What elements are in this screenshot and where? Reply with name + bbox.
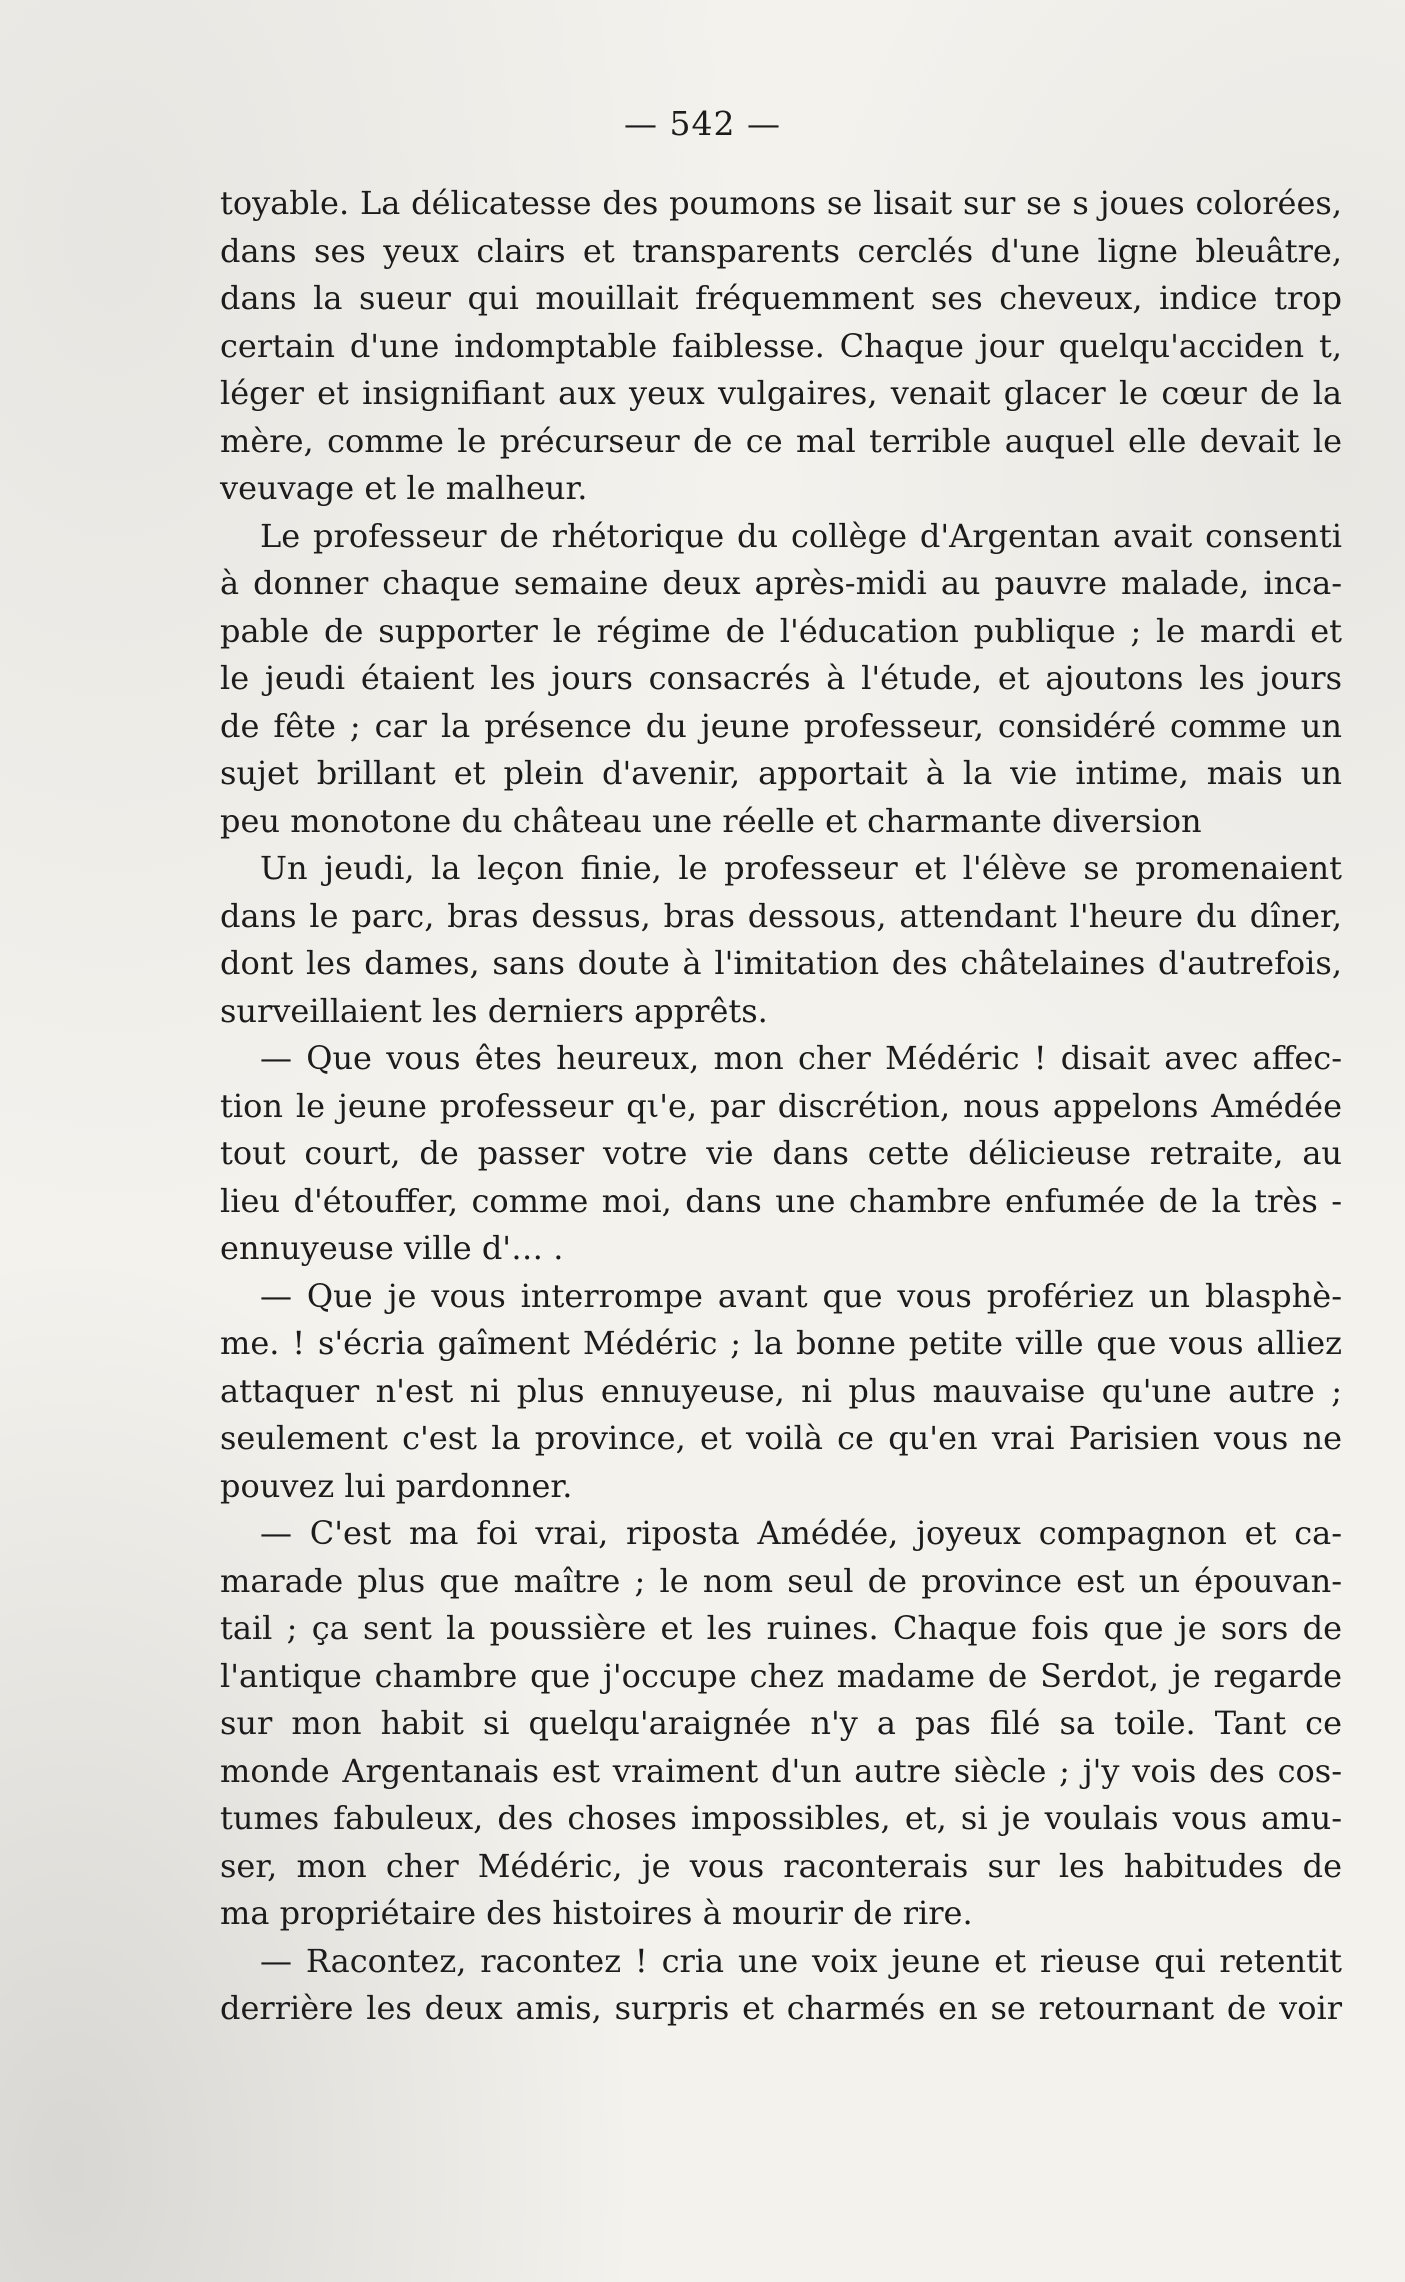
text-line: pouvez lui pardonner. <box>220 1466 573 1505</box>
text-line: — Racontez, racontez ! cria une voix jeune et rieuse qui retentit <box>260 1941 1342 1980</box>
text-line: attaquer n'est ni plus ennuyeuse, ni plus mauvaise qu'une autre ; <box>220 1371 1342 1410</box>
text-line: dans la sueur qui mouillait fréquemment ses cheveux, indice trop <box>220 279 1342 317</box>
text-line: — Que vous êtes heureux, mon cher Médéric ! disait avec affec- <box>260 1039 1342 1077</box>
paragraph <box>220 180 1342 513</box>
paragraph <box>220 1273 1342 1511</box>
paragraph <box>220 1510 1342 1938</box>
text-line: veuvage et le malheur. <box>220 469 588 507</box>
text-line: sujet brillant et plein d'avenir, apportait à la vie intime, mais un <box>220 754 1342 792</box>
paragraph <box>220 1938 1342 2033</box>
text-line: à donner chaque semaine deux après-midi au pauvre malade, inca- <box>220 564 1342 602</box>
text-line: léger et insignifiant aux yeux vulgaires, venait glacer le cœur de la <box>220 374 1342 412</box>
text-line: — C'est ma foi vrai, riposta Amédée, joyeux compagnon et ca- <box>260 1514 1342 1552</box>
text-line: dans le parc, bras dessus, bras dessous, attendant l'heure du dîner, <box>220 896 1342 935</box>
text-line: dans ses yeux clairs et transparents cerclés d'une ligne bleuâtre, <box>220 231 1342 270</box>
text-line: ma propriétaire des histoires à mourir de rire. <box>220 1894 973 1932</box>
text-line: derrière les deux amis, surpris et charmés en se retournant de voir <box>220 1989 1342 2027</box>
text-line: seulement c'est la province, et voilà ce qu'en vrai Parisien vous ne <box>220 1419 1342 1457</box>
text-line: le jeudi étaient les jours consacrés à l'étude, et ajoutons les jours <box>220 659 1342 697</box>
text-line: l'antique chambre que j'occupe chez madame de Serdot, je regarde <box>220 1656 1342 1695</box>
text-line: surveillaient les derniers apprêts. <box>220 991 768 1030</box>
text-line: mère, comme le précurseur de ce mal terrible auquel elle devait le <box>220 421 1342 460</box>
paragraph <box>220 513 1342 846</box>
text-line: toyable. La délicatesse des poumons se lisait sur se s joues colorées, <box>220 184 1342 222</box>
text-line: tion le jeune professeur qι'e, par discrétion, nous appelons Amédée <box>220 1086 1342 1125</box>
text-line: marade plus que maître ; le nom seul de province est un épouvan- <box>220 1561 1342 1600</box>
text-line: peu monotone du château une réelle et charmante diversion <box>220 801 1202 840</box>
paragraph <box>220 845 1342 1035</box>
text-line: — Que je vous interrompe avant que vous profériez un blasphè- <box>260 1276 1342 1315</box>
text-line: lieu d'étouffer, comme moi, dans une chambre enfumée de la très - <box>220 1181 1342 1220</box>
text-line: ennuyeuse ville d'… . <box>220 1229 564 1267</box>
text-line: tout court, de passer votre vie dans cette délicieuse retraite, au <box>220 1134 1342 1172</box>
text-line: Le professeur de rhétorique du collège d'Argentan avait consenti <box>260 516 1342 555</box>
text-line: monde Argentanais est vraiment d'un autre siècle ; j'y vois des cos- <box>220 1751 1342 1790</box>
text-line: pable de supporter le régime de l'éducation publique ; le mardi et <box>220 611 1342 650</box>
text-line: me. ! s'écria gaîment Médéric ; la bonne petite ville que vous alliez <box>220 1324 1342 1362</box>
paragraph <box>220 1035 1342 1273</box>
text-line: ser, mon cher Médéric, je vous raconterais sur les habitudes de <box>220 1846 1342 1885</box>
text-line: certain d'une indomptable faiblesse. Chaque jour quelqu'acciden t, <box>220 326 1342 365</box>
text-line: tail ; ça sent la poussière et les ruines. Chaque fois que je sors de <box>220 1609 1342 1647</box>
text-line: dont les dames, sans doute à l'imitation des châtelaines d'autrefois, <box>220 944 1342 982</box>
text-line: Un jeudi, la leçon finie, le professeur et l'élève se promenaient <box>260 849 1342 887</box>
text-line: de fête ; car la présence du jeune professeur, considéré comme un <box>220 706 1342 745</box>
text-line: sur mon habit si quelqu'araignée n'y a pas filé sa toile. Tant ce <box>220 1704 1342 1742</box>
page-number: — 542 — <box>624 104 781 143</box>
text-line: tumes fabuleux, des choses impossibles, et, si je voulais vous amu- <box>220 1799 1342 1837</box>
body-text <box>220 180 1342 2033</box>
